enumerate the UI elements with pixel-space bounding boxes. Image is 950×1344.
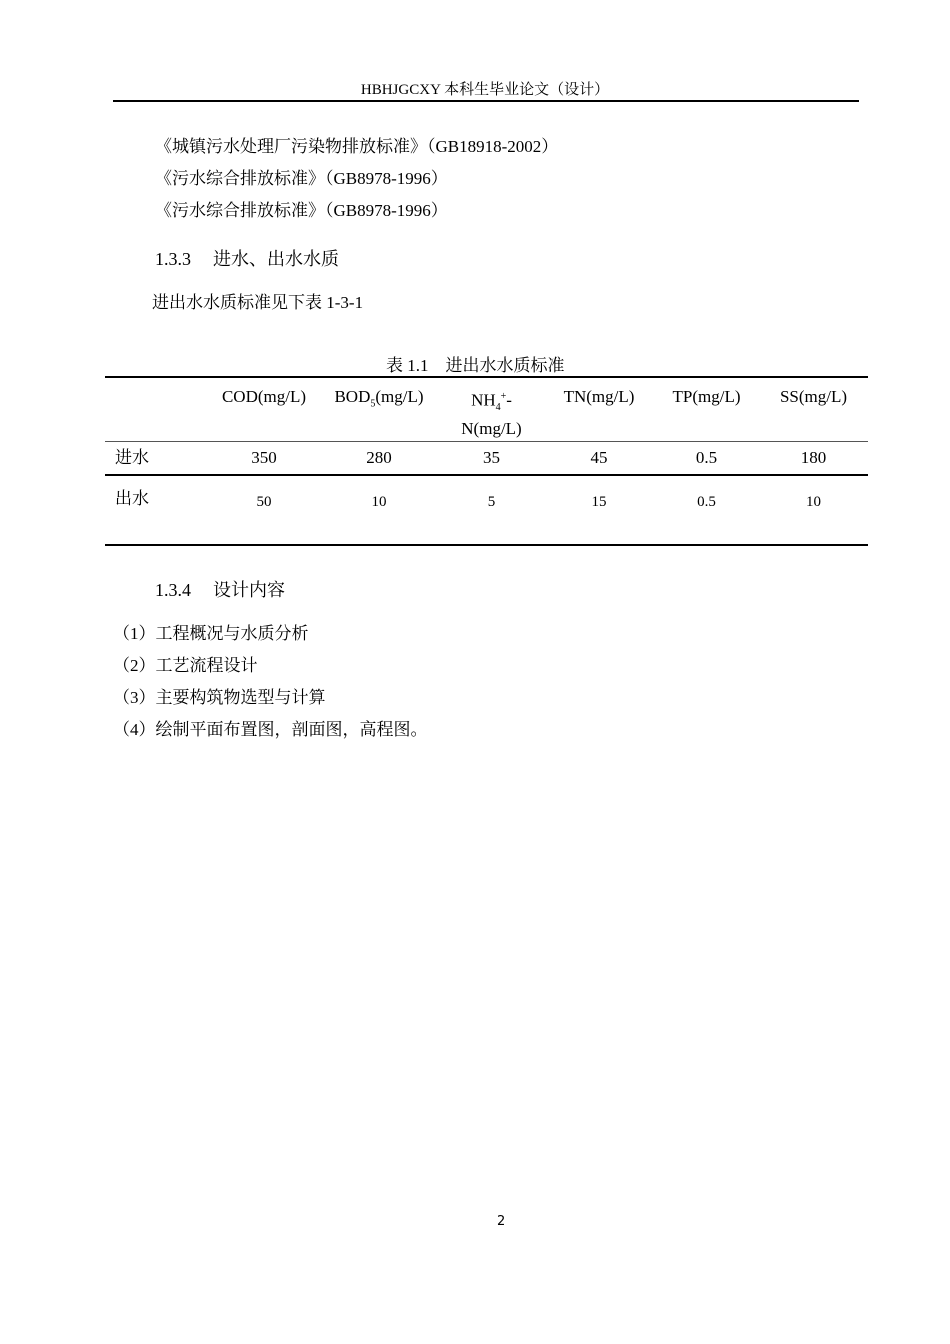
table-cell: 350 [209,442,319,476]
page-number: 2 [497,1214,506,1229]
row-label: 出水 [105,475,209,545]
table-cell: 10 [759,475,868,545]
design-item-4: （4）绘制平面布置图，剖面图，高程图。 [113,720,428,739]
header-empty-cell [105,377,209,442]
section-heading-1-3-3 [155,245,339,271]
header-rule [113,100,859,102]
section-number: 1.3.3 [155,249,191,269]
standard-line-3: 《污水综合排放标准》（GB8978-1996） [155,201,448,220]
design-item-1: （1）工程概况与水质分析 [113,624,309,643]
section-title: 设计内容 [213,580,285,601]
header-cod: COD(mg/L) [209,377,319,442]
table-cell: 280 [319,442,439,476]
table-row-effluent [105,475,868,545]
row-label: 进水 [105,442,209,476]
water-quality-table [105,376,868,546]
header-bod: $BOD_5(mg/L)$ [319,377,439,442]
header-tn: TN(mg/L) [544,377,654,442]
table-cell: 35 [439,442,544,476]
table-cell: 45 [544,442,654,476]
table-cell: 50 [209,475,319,545]
table-cell: 0.5 [654,475,759,545]
design-item-3: （3）主要构筑物选型与计算 [113,688,326,707]
table-header-row [105,377,868,442]
section-heading-1-3-4 [155,576,285,602]
standard-line-1: 《城镇污水处理厂污染物排放标准》（GB18918-2002） [155,137,559,156]
table-cell: 5 [439,475,544,545]
table-cell: 180 [759,442,868,476]
header-tp: TP(mg/L) [654,377,759,442]
page-header: HBHJGCXY 本科生毕业论文（设计） [360,82,610,98]
design-item-2: （2）工艺流程设计 [113,656,258,675]
standard-line-2: 《污水综合排放标准》（GB8978-1996） [155,169,448,188]
table-caption: 表 1.1 进出水水质标准 [386,356,565,375]
section-title: 进水、出水水质 [213,249,339,270]
section-number: 1.3.4 [155,580,191,600]
table-intro-text: 进出水水质标准见下表 1-3-1 [152,293,364,312]
header-ss: SS(mg/L) [759,377,868,442]
table-cell: 0.5 [654,442,759,476]
table-row-influent [105,442,868,476]
header-nh4n: $NH_4^+-$ N(mg/L) [439,377,544,442]
table-cell: 10 [319,475,439,545]
table-cell: 15 [544,475,654,545]
